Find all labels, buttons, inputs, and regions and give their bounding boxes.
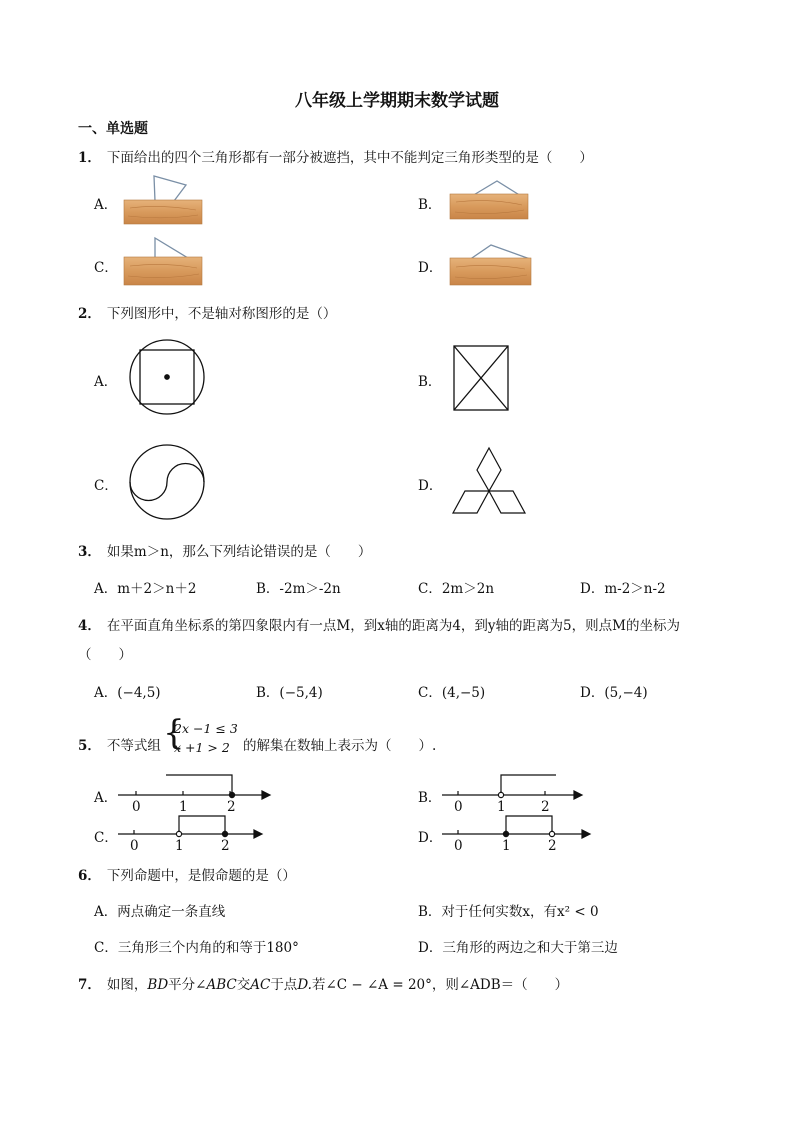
question-text: 下列图形中，不是轴对称图形的是（） [106, 306, 337, 322]
option-d-number-line [442, 816, 590, 838]
tick-label: 1 [497, 799, 506, 815]
option-d: D．m-2＞n-2 [580, 581, 666, 597]
option-b-label: B． [418, 197, 442, 213]
tick-label: 0 [130, 838, 139, 854]
inequality-1: 2x −1 ≤ 3 [174, 721, 238, 736]
question-6 [78, 864, 296, 884]
question-number: 7． [78, 977, 101, 993]
tick-label: 2 [548, 838, 557, 854]
option-a: A．m＋2＞n＋2 [94, 581, 197, 597]
option-a: A．(−4,5) [94, 685, 161, 701]
option-a: A．两点确定一条直线 [94, 904, 226, 920]
inequality-2: x +1 > 2 [174, 740, 230, 755]
question-number: 5． [78, 738, 101, 754]
option-d-label: D． [418, 260, 443, 276]
option-b-label: B． [418, 790, 442, 806]
tick-label: 1 [179, 799, 188, 815]
question-text: 在平面直角坐标系的第四象限内有一点M，到x轴的距离为4，到y轴的距离为5，则点M的坐标为 [106, 618, 680, 634]
section-heading: 一、单选题 [78, 121, 148, 137]
tick-label: 1 [175, 838, 184, 854]
tick-label: 2 [227, 799, 236, 815]
option-b: B．-2m＞-2n [256, 581, 341, 597]
option-c-label: C． [94, 260, 118, 276]
page-title: 八年级上学期期末数学试题 [295, 91, 499, 111]
question-text: 下列命题中，是假命题的是（） [106, 868, 296, 884]
question-text: 如果m＞n，那么下列结论错误的是（ ） [106, 544, 372, 560]
tick-label: 0 [132, 799, 141, 815]
option-a-label: A． [94, 790, 118, 806]
option-d-label: D． [418, 830, 443, 846]
option-c: C．2m＞2n [418, 581, 495, 597]
tick-label: 2 [221, 838, 230, 854]
question-number: 2． [78, 306, 101, 322]
option-d: D．三角形的两边之和大于第三边 [418, 940, 618, 956]
option-d-label: D． [418, 478, 443, 494]
system-brace: { [163, 713, 185, 753]
option-c-label: C． [94, 830, 118, 846]
question-text: 下面给出的四个三角形都有一部分被遮挡，其中不能判定三角形类型的是（ ） [106, 150, 593, 166]
option-b: B．(−5,4) [256, 685, 323, 701]
option-c: C．三角形三个内角的和等于180° [94, 940, 299, 956]
question-number: 6． [78, 868, 101, 884]
question-number: 1． [78, 150, 101, 166]
option-b-label: B． [418, 374, 442, 390]
option-b-number-line [442, 775, 582, 799]
option-a-number-line [118, 775, 270, 799]
question-prefix: 不等式组 [106, 738, 161, 754]
tick-label: 1 [502, 838, 511, 854]
option-d: D．(5,−4) [580, 685, 648, 701]
option-a-label: A． [94, 197, 118, 213]
question-suffix: 的解集在数轴上表示为（ ）. [243, 738, 437, 754]
question-4-blank: （ ） [78, 647, 132, 663]
tick-label: 0 [454, 799, 463, 815]
option-c-number-line [118, 816, 262, 838]
option-c-label: C． [94, 478, 118, 494]
tick-label: 0 [454, 838, 463, 854]
option-c: C．(4,−5) [418, 685, 486, 701]
question-number: 3． [78, 544, 101, 560]
option-a-label: A． [94, 374, 118, 390]
tick-label: 2 [541, 799, 550, 815]
question-number: 4． [78, 618, 101, 634]
option-b: B．对于任何实数x，有x² < 0 [418, 904, 599, 920]
question-7: 7． 如图，BD平分∠ABC交AC于点D.若∠C − ∠A = 20°，则∠ADB＝（ ） [78, 977, 569, 993]
